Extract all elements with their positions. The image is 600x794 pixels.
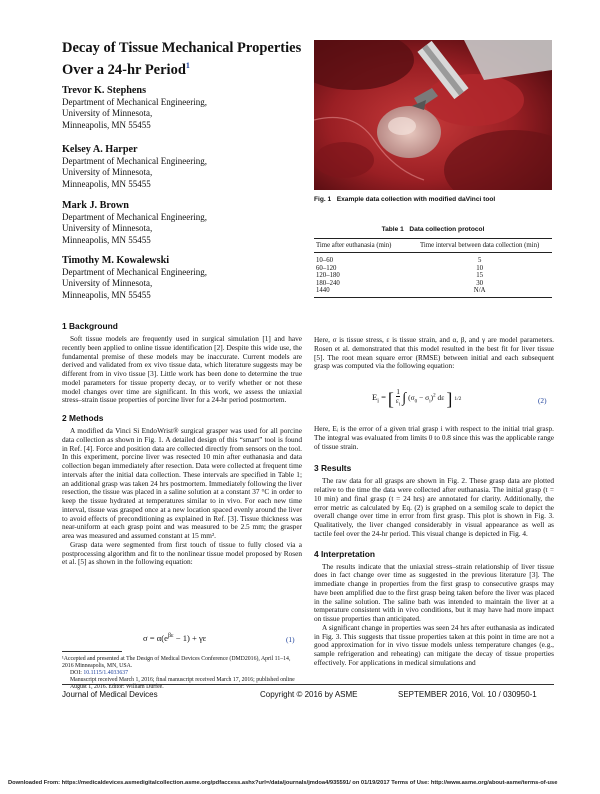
- paragraph: The raw data for all grasps are shown in Fig. 2. These grasp data are plotted relative to the time the data were collected after euthanasia. The initial grasp (t = 10 min) and final grasp (t = 24 hrs) are annotated for clarity. Additionally, the error metric as calculated by Eq. (2) is graphed on a semilog scale to depict the overall change over time in error from first grasp. This plot is shown in Fig. 3. Qualitatively, the liver changed considerably in visual appearance as well as tactile feel over the 24-hr period. This visual change is depicted in Fig. 4.: [314, 476, 554, 538]
- title-line-2: Over a 24-hr Period: [62, 61, 186, 78]
- author-name: Timothy M. Kowalewski: [62, 255, 170, 266]
- paragraph: Grasp data were segmented from first touch of tissue to fully closed via a postprocessing algorithm and fit to the nonlinear tissue model proposed by Rosen et al. [5] as shown in the following equation:: [62, 539, 302, 567]
- right-column-bottom: [314, 425, 554, 668]
- section-heading: 2 Methods: [62, 413, 104, 423]
- table-header-row: [314, 239, 552, 253]
- footnote-rule: [62, 651, 122, 652]
- table-cell: 120–180: [316, 272, 340, 280]
- paragraph: Here, Eᵢ is the error of a given trial grasp i with respect to the initial trial grasp. The integral was evaluated from limits 0 to 0.8 since this was the applicable range of tissue strain.: [314, 424, 554, 451]
- footnote-line: Manuscript received March 1, 2016; final manuscript received March 17, 2016; published online August 1, 2016. Editor: William Durfee.: [70, 677, 295, 691]
- figure1-caption-label: Fig. 1: [314, 196, 332, 203]
- table-cell: 180–240: [316, 279, 340, 287]
- author-univ: University of Minnesota,: [62, 167, 153, 178]
- author-dept: Department of Mechanical Engineering,: [62, 267, 207, 277]
- paragraph: Here, σ is tissue stress, ε is tissue strain, and α, β, and γ are model parameters. Rosen et al. demonstrated that this model resulted in the best fit for liver tissue [5]. The root mean square error (RMSE) between initial and each subsequent grasp was computed via the following equation:: [314, 335, 554, 371]
- title-footnote-mark[interactable]: 1: [185, 61, 190, 70]
- equation-1: $\sigma = \alpha(e^{\beta\varepsilon} - 1) + \gamma\varepsilon$: [143, 633, 207, 643]
- table-cell: 1440: [314, 287, 407, 297]
- author-name: Trevor K. Stephens: [62, 85, 147, 96]
- paragraph: The results indicate that the uniaxial stress–strain relationship of liver tissue does in fact change over time as suggested in the previous literature [3]. The immediate change in properties from the first grasp to consecutive grasps may have been amplified due to the first grasp being taken before the liver was placed in the saline solution. The saline bath was intended to maintain the liver at a temperature consistent with in vivo conditions, but it may have had more impact on tissue properties than anticipated.: [314, 561, 554, 623]
- table-row: [314, 265, 552, 273]
- footer-journal: Journal of Medical Devices: [62, 690, 158, 699]
- figure1-caption-text: Example data collection with modified daVinci tool: [336, 196, 496, 203]
- footnote: [62, 656, 302, 691]
- article-title: [62, 40, 312, 79]
- table-header: Time after euthanasia (min): [314, 239, 407, 253]
- table1-caption-text: Data collection protocol: [409, 226, 485, 233]
- table-cell: 60–120: [316, 264, 337, 272]
- table-cell: 15: [476, 272, 484, 280]
- equation-1-number[interactable]: (1): [286, 635, 295, 644]
- doi-link[interactable]: 10.1115/1.4033637: [83, 670, 129, 677]
- footer-issue: SEPTEMBER 2016, Vol. 10 / 030950-1: [398, 690, 537, 699]
- table-cell: 5: [477, 257, 482, 264]
- author-univ: University of Minnesota,: [62, 223, 153, 234]
- figure1-photo: [314, 40, 552, 190]
- author-city: Minneapolis, MN 55455: [62, 289, 151, 300]
- table-header: Time interval between data collection (min): [407, 239, 552, 253]
- table-row: [314, 253, 552, 265]
- author-city: Minneapolis, MN 55455: [62, 119, 151, 130]
- author-dept: Department of Mechanical Engineering,: [62, 212, 207, 222]
- footer-copyright: Copyright © 2016 by ASME: [260, 690, 358, 699]
- table1-caption-label: Table 1: [381, 226, 404, 233]
- author-dept: Department of Mechanical Engineering,: [62, 97, 207, 107]
- left-column: [62, 321, 302, 567]
- author-name: Kelsey A. Harper: [62, 144, 138, 155]
- equation-2: $E_i$ = [ 1 $\varepsilon_i$ ∫ $(\sigma_0 - \sigma_i)^2$ dε ] 1/2: [372, 388, 462, 409]
- author-univ: University of Minnesota,: [62, 278, 153, 289]
- author-block: [62, 143, 302, 190]
- paragraph: A significant change in properties was seen 24 hrs after euthanasia as indicated in Fig. 3. This suggests that tissue properties taken at this point in time are not a good approximation for in vivo tissue models unless temperature changes (e.g., sample refrigeration and reheating) can mitigate the decay of tissue properties effectively. For applications in medical simulations and: [314, 622, 554, 667]
- author-block: [62, 84, 302, 131]
- footer-rule: [62, 684, 554, 685]
- doi-label: DOI:: [70, 670, 82, 677]
- author-dept: Department of Mechanical Engineering,: [62, 156, 207, 166]
- surgical-photo-illustration: [314, 40, 552, 190]
- section-heading: 3 Results: [314, 463, 352, 474]
- author-univ: University of Minnesota,: [62, 108, 153, 119]
- author-name: Mark J. Brown: [62, 200, 129, 211]
- table-row: [314, 272, 552, 280]
- paragraph: Soft tissue models are frequently used in surgical simulation [1] and have recently been applied to online tissue identification [2]. Despite this wide use, the fundamental premise of these models may be inaccurate. Current models are derived and validated from ex vivo tissue data, which literature suggests may be different from in vivo tissue [3]. Little work has been done to determine the true model parameters for tissue property decay, or to verify whether or not these model changes over time are significant. In this work, we assess the uniaxial stress–strain tissue properties of porcine liver for a 24-hr period postmortem.: [62, 334, 302, 405]
- title-line-1: Decay of Tissue Mechanical Properties: [62, 40, 302, 56]
- table-cell: N/A: [407, 287, 552, 297]
- table1-caption: [314, 226, 552, 233]
- table-cell: 30: [476, 279, 484, 287]
- download-line[interactable]: Downloaded From: https://medicaldevices.asmedigitalcollection.asme.org/pdfaccess.ashx?url=/data/journals/jmdoa4/935591/ on 01/19/2017 Terms of Use: http://www.asme.org/about-asme/terms-of-use: [8, 780, 558, 786]
- equation-2-number[interactable]: (2): [538, 396, 547, 405]
- author-block: [62, 254, 302, 301]
- right-column-top: [314, 336, 554, 371]
- table-row: [314, 287, 552, 297]
- section-heading: 4 Interpretation: [314, 548, 375, 559]
- figure1-caption: [314, 196, 554, 203]
- section-heading: 1 Background: [62, 321, 118, 331]
- author-city: Minneapolis, MN 55455: [62, 234, 151, 245]
- table-cell: 10: [476, 264, 484, 272]
- footnote-line: ¹Accepted and presented at The Design of Medical Devices Conference (DMD2016), April 11–14, 2016 Minneapolis, MN, USA.: [62, 656, 291, 670]
- table-row: [314, 280, 552, 288]
- table1: [314, 238, 552, 298]
- table-cell: 10–60: [316, 257, 333, 264]
- author-city: Minneapolis, MN 55455: [62, 178, 151, 189]
- author-block: [62, 199, 302, 246]
- paragraph: A modified da Vinci Si EndoWrist® surgical grasper was used for all porcine data collection as shown in Fig. 1. A detailed design of this “smart” tool is found in Ref. [4]. Force and position data are collected directly from sensors on the tool. In this experiment, porcine liver was resected 10 min after euthanasia and data collection began immediately after resection. Data were collected at frequent time intervals after the initial data collection. These intervals are specified in Table 1; an additional grasp was taken 24 hrs postmortem. Immediately following the liver resection, the tissue was placed in a saline solution at a constant 37 °C in order to keep the tissue hydrated at temperatures similar to in vivo. For each new time interval, tissue was grasped once at a new location spaced evenly around the liver to avoid effects of preconditioning as explained in Ref. [3]. Tissue thickness was near-uniform at each grasp point and was measured to be 2.5 mm; the grasper area was measured and assumed constant at 15 mm².: [62, 426, 302, 540]
